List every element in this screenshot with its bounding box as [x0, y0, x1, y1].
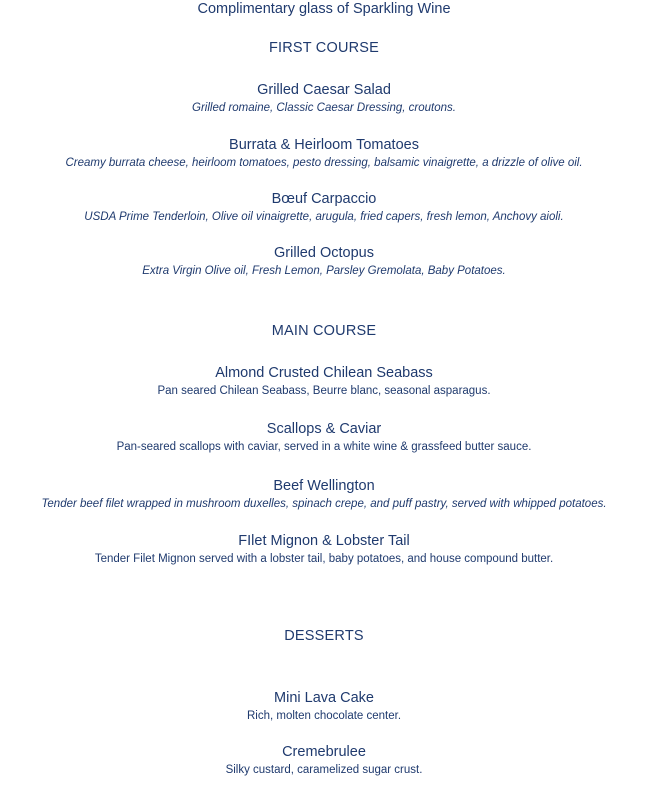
- menu-item: [0, 244, 648, 279]
- menu-item: [0, 81, 648, 116]
- menu-item-name: Bœuf Carpaccio: [271, 191, 377, 207]
- section-title-main-course: MAIN COURSE: [271, 323, 377, 339]
- menu-item: [0, 532, 648, 567]
- intro-text: Complimentary glass of Sparkling Wine: [197, 1, 451, 17]
- menu-item-name: Grilled Caesar Salad: [257, 82, 391, 98]
- menu-item-name: FIlet Mignon & Lobster Tail: [238, 533, 410, 549]
- menu-item: [0, 743, 648, 778]
- menu-item: [0, 190, 648, 225]
- menu-item-name: Beef Wellington: [273, 478, 375, 494]
- menu-item-description: Pan-seared scallops with caviar, served in a white wine & grassfeed butter sauce.: [116, 441, 532, 453]
- menu-item: [0, 477, 648, 512]
- section-title-first-course: FIRST COURSE: [268, 40, 380, 56]
- menu-item-description: Tender beef filet wrapped in mushroom duxelles, spinach crepe, and puff pastry, served with whipped potatoes.: [41, 498, 607, 510]
- menu-item: [0, 136, 648, 171]
- section-title-desserts: DESSERTS: [284, 628, 364, 644]
- menu-item-description: Pan seared Chilean Seabass, Beurre blanc, seasonal asparagus.: [157, 385, 491, 397]
- menu-item-name: Almond Crusted Chilean Seabass: [215, 365, 433, 381]
- menu-item: [0, 364, 648, 399]
- menu-item-name: Cremebrulee: [282, 744, 366, 760]
- menu-item-name: Grilled Octopus: [274, 245, 374, 261]
- menu-item-name: Mini Lava Cake: [274, 690, 374, 706]
- menu-item-description: USDA Prime Tenderloin, Olive oil vinaigrette, arugula, fried capers, fresh lemon, Anchovy aioli.: [84, 211, 564, 223]
- menu-item-description: Tender Filet Mignon served with a lobster tail, baby potatoes, and house compound butter.: [94, 553, 554, 565]
- menu-item-description: Silky custard, caramelized sugar crust.: [225, 764, 423, 776]
- menu-item-name: Scallops & Caviar: [266, 421, 382, 437]
- menu-item: [0, 689, 648, 724]
- menu-item-description: Rich, molten chocolate center.: [246, 710, 402, 722]
- menu-item-name: Burrata & Heirloom Tomatoes: [229, 137, 419, 153]
- menu-item-description: Extra Virgin Olive oil, Fresh Lemon, Parsley Gremolata, Baby Potatoes.: [142, 265, 506, 277]
- menu-item-description: Creamy burrata cheese, heirloom tomatoes, pesto dressing, balsamic vinaigrette, a drizzle of olive oil.: [65, 157, 583, 169]
- menu-item-description: Grilled romaine, Classic Caesar Dressing, croutons.: [192, 102, 456, 114]
- menu-item: [0, 420, 648, 455]
